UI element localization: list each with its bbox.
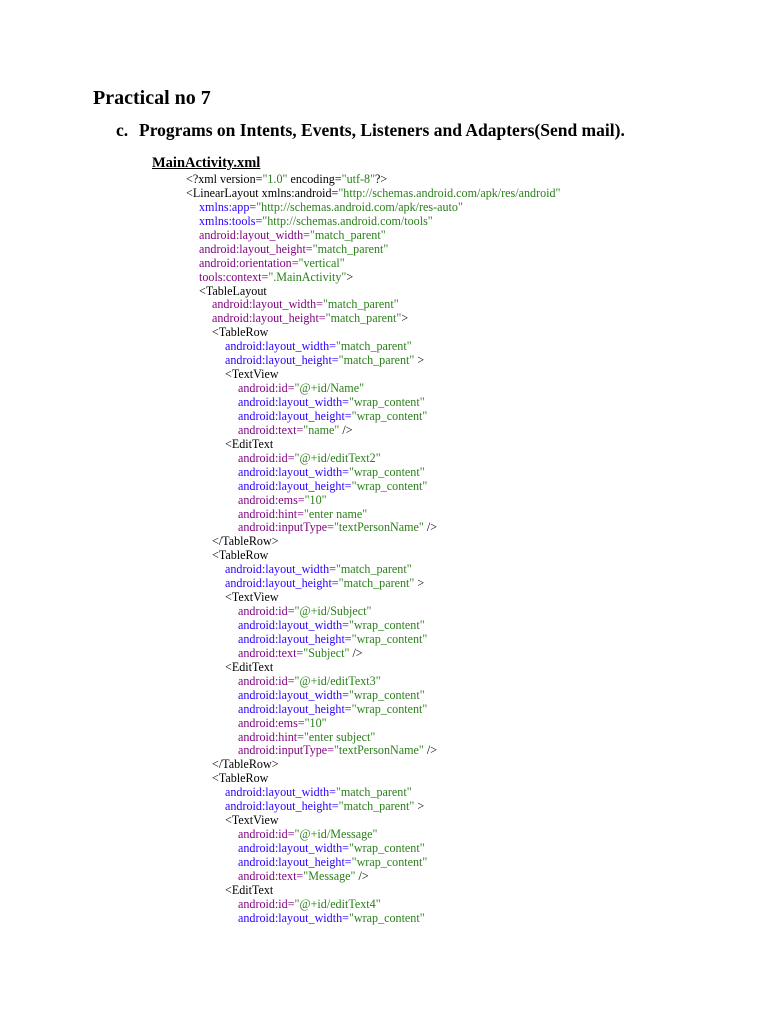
code-line (0, 800, 768, 814)
code-token: android:text= (238, 422, 304, 437)
code-listing (0, 173, 768, 926)
code-line (0, 744, 768, 758)
code-line (0, 786, 768, 800)
code-line (0, 257, 768, 271)
code-token: android:layout_height= (225, 799, 339, 814)
code-token: xmlns:app= (199, 199, 257, 214)
code-token: android:layout_height= (238, 631, 352, 646)
code-token: <TableRow (212, 771, 269, 786)
code-line (0, 173, 768, 187)
code-token: android:text= (238, 645, 304, 660)
code-token: android:layout_width= (238, 910, 349, 925)
code-token: android:inputType= (238, 743, 334, 758)
code-line (0, 605, 768, 619)
code-line (0, 424, 768, 438)
code-line (0, 647, 768, 661)
code-token: android:layout_height= (238, 478, 352, 493)
code-token: "match_parent" (322, 297, 399, 312)
code-token: "textPersonName" (334, 743, 424, 758)
code-token: android:layout_width= (238, 395, 349, 409)
code-line (0, 466, 768, 480)
section-heading-text: Programs on Intents, Events, Listeners and Adapters(Send mail). (139, 120, 625, 140)
code-line (0, 731, 768, 745)
code-line (0, 340, 768, 354)
code-token: /> (349, 645, 363, 660)
code-line (0, 633, 768, 647)
code-token: android:layout_height= (225, 576, 339, 591)
code-token: "match_parent" (338, 576, 415, 591)
code-token: "@+id/editText4" (294, 896, 381, 911)
code-token: android:layout_width= (225, 339, 336, 354)
code-line (0, 521, 768, 535)
code-token: > (346, 269, 354, 284)
code-token: "match_parent" (335, 562, 412, 577)
code-token: "@+id/Name" (294, 381, 365, 396)
code-line (0, 563, 768, 577)
code-token: "utf-8" (341, 172, 376, 186)
code-token: android:layout_height= (238, 701, 352, 716)
code-token: "http://schemas.android.com/apk/res-auto" (256, 199, 463, 214)
code-token: android:layout_height= (238, 854, 352, 869)
code-token: "match_parent" (335, 339, 412, 354)
code-line (0, 271, 768, 285)
code-token: android:layout_width= (238, 841, 349, 855)
code-line (0, 870, 768, 884)
code-token: android:text= (238, 868, 304, 883)
code-line (0, 243, 768, 257)
code-line (0, 549, 768, 563)
code-token: android:layout_width= (238, 618, 349, 632)
code-token: </TableRow> (212, 534, 279, 549)
code-token: "enter subject" (303, 729, 376, 744)
code-token: > (414, 353, 425, 368)
code-token: android:layout_height= (212, 311, 326, 326)
code-token: "wrap_content" (351, 478, 428, 493)
code-line (0, 494, 768, 508)
code-line (0, 619, 768, 633)
code-token: "wrap_content" (348, 910, 425, 925)
code-token: "wrap_content" (348, 687, 425, 702)
code-line (0, 368, 768, 382)
code-token: "wrap_content" (348, 841, 425, 855)
code-token: android:layout_width= (212, 297, 323, 312)
code-token: android:id= (238, 896, 295, 911)
code-token: android:layout_height= (225, 353, 339, 368)
code-token: "@+id/Subject" (294, 604, 372, 619)
code-token: android:id= (238, 673, 295, 688)
code-token: <TableRow (212, 325, 269, 340)
code-line (0, 285, 768, 299)
code-token: <EditText (225, 882, 274, 897)
code-token: /> (423, 743, 438, 758)
code-line (0, 856, 768, 870)
code-line (0, 717, 768, 731)
code-line (0, 298, 768, 312)
code-token: android:id= (238, 827, 295, 842)
code-line (0, 675, 768, 689)
code-line (0, 354, 768, 368)
code-token: android:ems= (238, 492, 305, 507)
code-token: <TextView (225, 813, 279, 828)
code-token: <TableRow (212, 548, 269, 563)
code-line (0, 591, 768, 605)
section-marker: c. (116, 120, 129, 140)
code-token: android:id= (238, 450, 295, 465)
code-token: > (401, 311, 409, 326)
code-token: "1.0" (262, 172, 288, 186)
code-token: /> (423, 520, 438, 535)
code-line (0, 772, 768, 786)
code-token: "@+id/Message" (294, 827, 378, 842)
code-token: "vertical" (298, 255, 345, 270)
code-line (0, 577, 768, 591)
code-token: "http://schemas.android.com/tools" (262, 213, 433, 228)
code-token: <TextView (225, 590, 279, 605)
code-token: android:orientation= (199, 255, 299, 270)
code-token: "@+id/editText2" (294, 450, 381, 465)
code-line (0, 187, 768, 201)
code-token: android:layout_width= (199, 227, 310, 242)
code-line (0, 884, 768, 898)
code-token: "match_parent" (312, 241, 389, 256)
code-token: "match_parent" (309, 227, 386, 242)
section-heading (116, 120, 625, 141)
code-token: "wrap_content" (351, 631, 428, 646)
code-token: /> (339, 422, 353, 437)
code-token: "wrap_content" (348, 464, 425, 479)
code-line (0, 842, 768, 856)
code-token: "match_parent" (335, 785, 412, 800)
code-token: android:layout_height= (199, 241, 313, 256)
code-token: "http://schemas.android.com/apk/res/android" (338, 185, 561, 200)
code-line (0, 535, 768, 549)
code-line (0, 689, 768, 703)
code-line (0, 480, 768, 494)
code-token: android:inputType= (238, 520, 334, 535)
code-line (0, 452, 768, 466)
code-token: android:layout_height= (238, 408, 352, 423)
code-token: <TableLayout (199, 283, 267, 298)
code-token: tools:context= (199, 269, 269, 284)
code-line (0, 661, 768, 675)
code-token: android:id= (238, 381, 295, 396)
code-token: android:ems= (238, 715, 305, 730)
code-token: android:hint= (238, 729, 304, 744)
code-token: xmlns:tools= (199, 213, 263, 228)
code-token: "Message" (303, 868, 356, 883)
code-line (0, 201, 768, 215)
code-line (0, 410, 768, 424)
code-token: /> (355, 868, 369, 883)
code-token: ?> (375, 172, 388, 186)
code-line (0, 438, 768, 452)
page-title: Practical no 7 (93, 87, 211, 109)
code-token: android:layout_width= (238, 464, 349, 479)
code-line (0, 312, 768, 326)
code-token: ".MainActivity" (268, 269, 347, 284)
code-token: android:id= (238, 604, 295, 619)
code-token: "match_parent" (325, 311, 402, 326)
code-line (0, 912, 768, 926)
code-token: android:layout_width= (225, 785, 336, 800)
code-token: "wrap_content" (351, 408, 428, 423)
code-line (0, 508, 768, 522)
code-line (0, 814, 768, 828)
code-token: "wrap_content" (348, 618, 425, 632)
file-name-heading: MainActivity.xml (152, 155, 261, 171)
code-token: <EditText (225, 436, 274, 451)
code-token: android:hint= (238, 506, 304, 521)
code-line (0, 758, 768, 772)
code-token: <?xml version= (186, 172, 263, 186)
code-token: <TextView (225, 367, 279, 382)
code-token: android:layout_width= (238, 687, 349, 702)
code-line (0, 828, 768, 842)
code-line (0, 229, 768, 243)
code-token: android:layout_width= (225, 562, 336, 577)
code-token: "name" (303, 422, 340, 437)
code-line (0, 382, 768, 396)
code-token: <EditText (225, 659, 274, 674)
code-token: encoding= (287, 172, 342, 186)
code-token: <LinearLayout xmlns:android= (186, 185, 339, 200)
code-token: "wrap_content" (348, 395, 425, 409)
code-token: "@+id/editText3" (294, 673, 381, 688)
code-token: "10" (304, 492, 327, 507)
code-token: "wrap_content" (351, 701, 428, 716)
code-token: > (414, 799, 425, 814)
code-line (0, 898, 768, 912)
code-token: "Subject" (303, 645, 350, 660)
code-token: "textPersonName" (334, 520, 424, 535)
code-token: "enter name" (303, 506, 368, 521)
code-line (0, 326, 768, 340)
code-token: > (414, 576, 425, 591)
code-token: "10" (304, 715, 327, 730)
code-line (0, 396, 768, 410)
code-token: "match_parent" (338, 799, 415, 814)
code-token: "wrap_content" (351, 854, 428, 869)
code-token: </TableRow> (212, 757, 279, 772)
code-line (0, 215, 768, 229)
code-token: "match_parent" (338, 353, 415, 368)
code-line (0, 703, 768, 717)
